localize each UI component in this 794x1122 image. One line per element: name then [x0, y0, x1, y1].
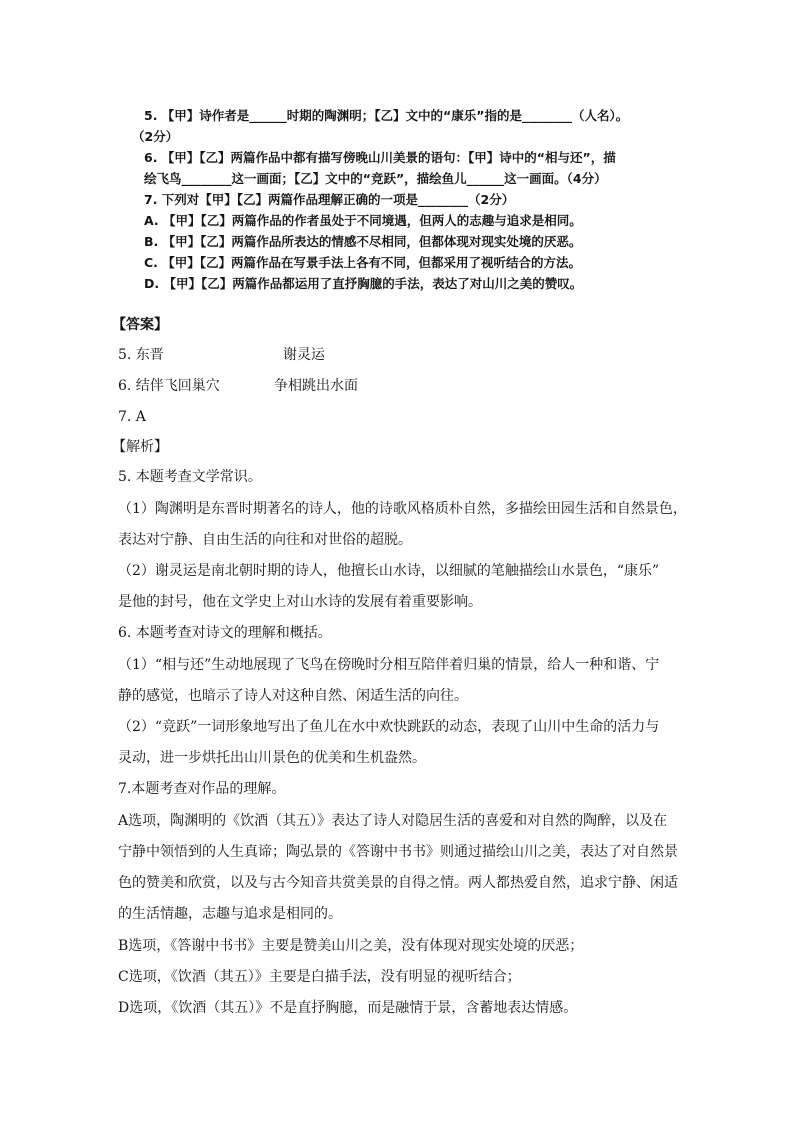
question-7-stem: 7. 下列对【甲】【乙】两篇作品理解正确的一项是________（2分） [144, 192, 515, 207]
analysis-line: A选项，陶渊明的《饮酒（其五）》表达了诗人对隐居生活的喜爱和对自然的陶醉，以及在 [118, 813, 668, 829]
analysis-line: 灵动，进一步烘托出山川景色的优美和生机盎然。 [118, 750, 426, 766]
question-7-option-b: B. 【甲】【乙】两篇作品所表达的情感不尽相同，但都体现对现实处境的厌恶。 [144, 234, 582, 249]
answer-5-value: 谢灵运 [283, 347, 325, 363]
analysis-line: 表达对宁静、自由生活的向往和对世俗的超脱。 [118, 532, 412, 548]
analysis-line: （2）谢灵运是南北朝时期的诗人，他擅长山水诗，以细腻的笔触描绘山水景色，“康乐” [118, 563, 660, 579]
analysis-line: （1）陶渊明是东晋时期著名的诗人，他的诗歌风格质朴自然，多描绘田园生活和自然景色， [118, 501, 687, 517]
question-6-line-1: 6. 【甲】【乙】两篇作品中都有描写傍晚山川美景的语句：【甲】诗中的“相与还”，描 [144, 150, 616, 165]
answer-5-label: 5. 东晋 [118, 347, 164, 363]
analysis-line: 的生活情趣，志趣与追求是相同的。 [118, 906, 342, 922]
analysis-line: 色的赞美和欣赏，以及与古今知音共赏美景的自得之情。两人都热爱自然，追求宁静、闲适 [118, 875, 678, 891]
analysis-line: （2）“竞跃”一词形象地写出了鱼儿在水中欢快跳跃的动态，表现了山川中生命的活力与 [118, 719, 660, 735]
analysis-line: 5. 本题考查文学常识。 [118, 469, 262, 485]
question-5-line-2: （2分） [132, 129, 179, 144]
analysis-line: 7.本题考查对作品的理解。 [118, 781, 286, 797]
analysis-line: C选项，《饮酒（其五）》主要是白描手法，没有明显的视听结合； [118, 969, 521, 985]
analysis-line: 静的感觉，也暗示了诗人对这种自然、闲适生活的向往。 [118, 688, 468, 704]
answer-heading: 【答案】 [112, 317, 168, 333]
analysis-line: 6. 本题考查对诗文的理解和概括。 [118, 625, 332, 641]
question-7-option-d: D. 【甲】【乙】两篇作品都运用了直抒胸臆的手法，表达了对山川之美的赞叹。 [144, 276, 583, 291]
analysis-heading: 【解析】 [112, 439, 168, 455]
analysis-line: B选项，《答谢中书书》主要是赞美山川之美，没有体现对现实处境的厌恶； [118, 938, 584, 954]
analysis-line: （1）“相与还”生动地展现了飞鸟在傍晚时分相互陪伴着归巢的情景，给人一种和谐、宁 [118, 657, 660, 673]
analysis-line: 是他的封号，他在文学史上对山水诗的发展有着重要影响。 [118, 594, 482, 610]
question-5-line-1: 5. 【甲】诗作者是______时期的陶渊明；【乙】文中的“康乐”指的是________（人名）。 [144, 108, 629, 123]
answer-6-value: 争相跳出水面 [274, 378, 358, 394]
answer-6-label: 6. 结伴飞回巢穴 [118, 378, 220, 394]
answer-7: 7. A [118, 409, 146, 425]
question-7-option-c: C. 【甲】【乙】两篇作品在写景手法上各有不同，但都采用了视听结合的方法。 [144, 255, 582, 270]
analysis-line: D选项，《饮酒（其五）》不是直抒胸臆，而是融情于景，含蓄地表达情感。 [118, 1000, 578, 1016]
question-7-option-a: A. 【甲】【乙】两篇作品的作者虽处于不同境遇，但两人的志趣与追求是相同。 [144, 213, 582, 228]
analysis-line: 宁静中领悟到的人生真谛；陶弘景的《答谢中书书》则通过描绘山川之美，表达了对自然景 [118, 844, 678, 860]
question-6-line-2: 绘飞鸟________这一画面；【乙】文中的“竞跃”，描绘鱼儿______这一画面。（4分） [144, 171, 607, 186]
